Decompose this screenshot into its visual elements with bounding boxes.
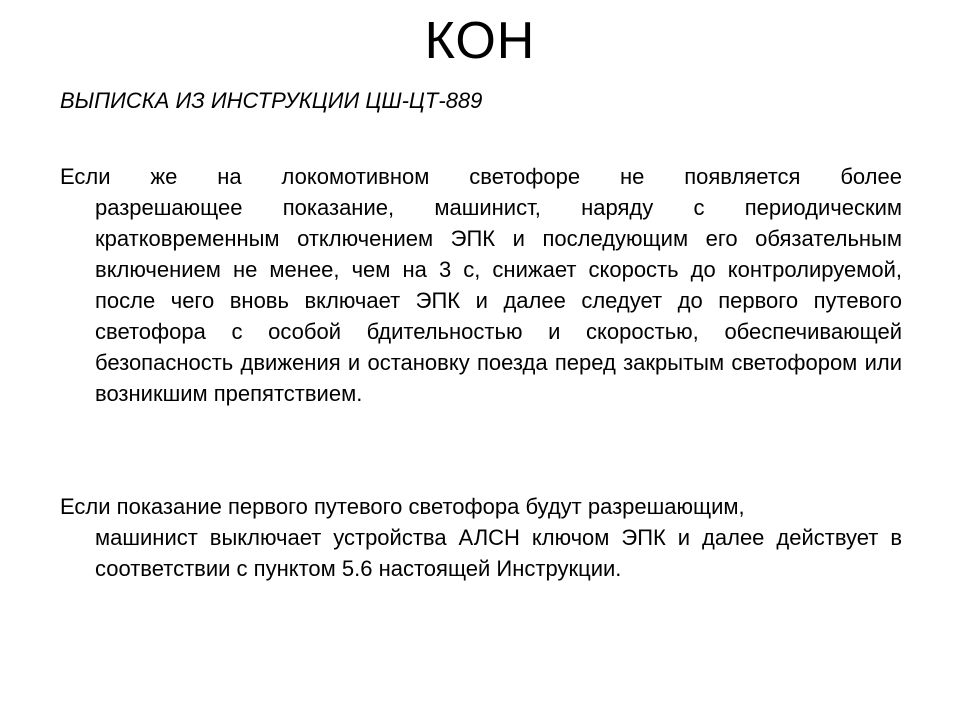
paragraph-2 [60,491,902,584]
document-subtitle: ВЫПИСКА ИЗ ИНСТРУКЦИИ ЦШ-ЦТ-889 [60,88,483,113]
slide-title: КОН [424,12,536,70]
paragraph-2-body: машинист выключает устройства АЛСН ключом ЭПК и далее действует в соответствии с пунктом 5.6 настоящей Инструкции. [95,525,902,581]
paragraph-1 [60,161,902,409]
paragraph-1-body: разрешающее показание, машинист, наряду с периодическим кратковременным отключением ЭПК и последующим его обязательным включением не менее, чем на 3 с, снижает скорость до контролируемой, после чего вновь включает ЭПК и далее следует до первого путевого светофора с особой бдительностью и скоростью, обеспечивающей безопасность движения и остановку поезда перед закрытым светофором или возникшим препятствием. [95,195,902,406]
paragraph-2-first-line: Если показание первого путевого светофора будут разрешающим, [60,494,745,519]
paragraph-1-first-line: Если же на локомотивном светофоре не появляется более [60,164,902,189]
